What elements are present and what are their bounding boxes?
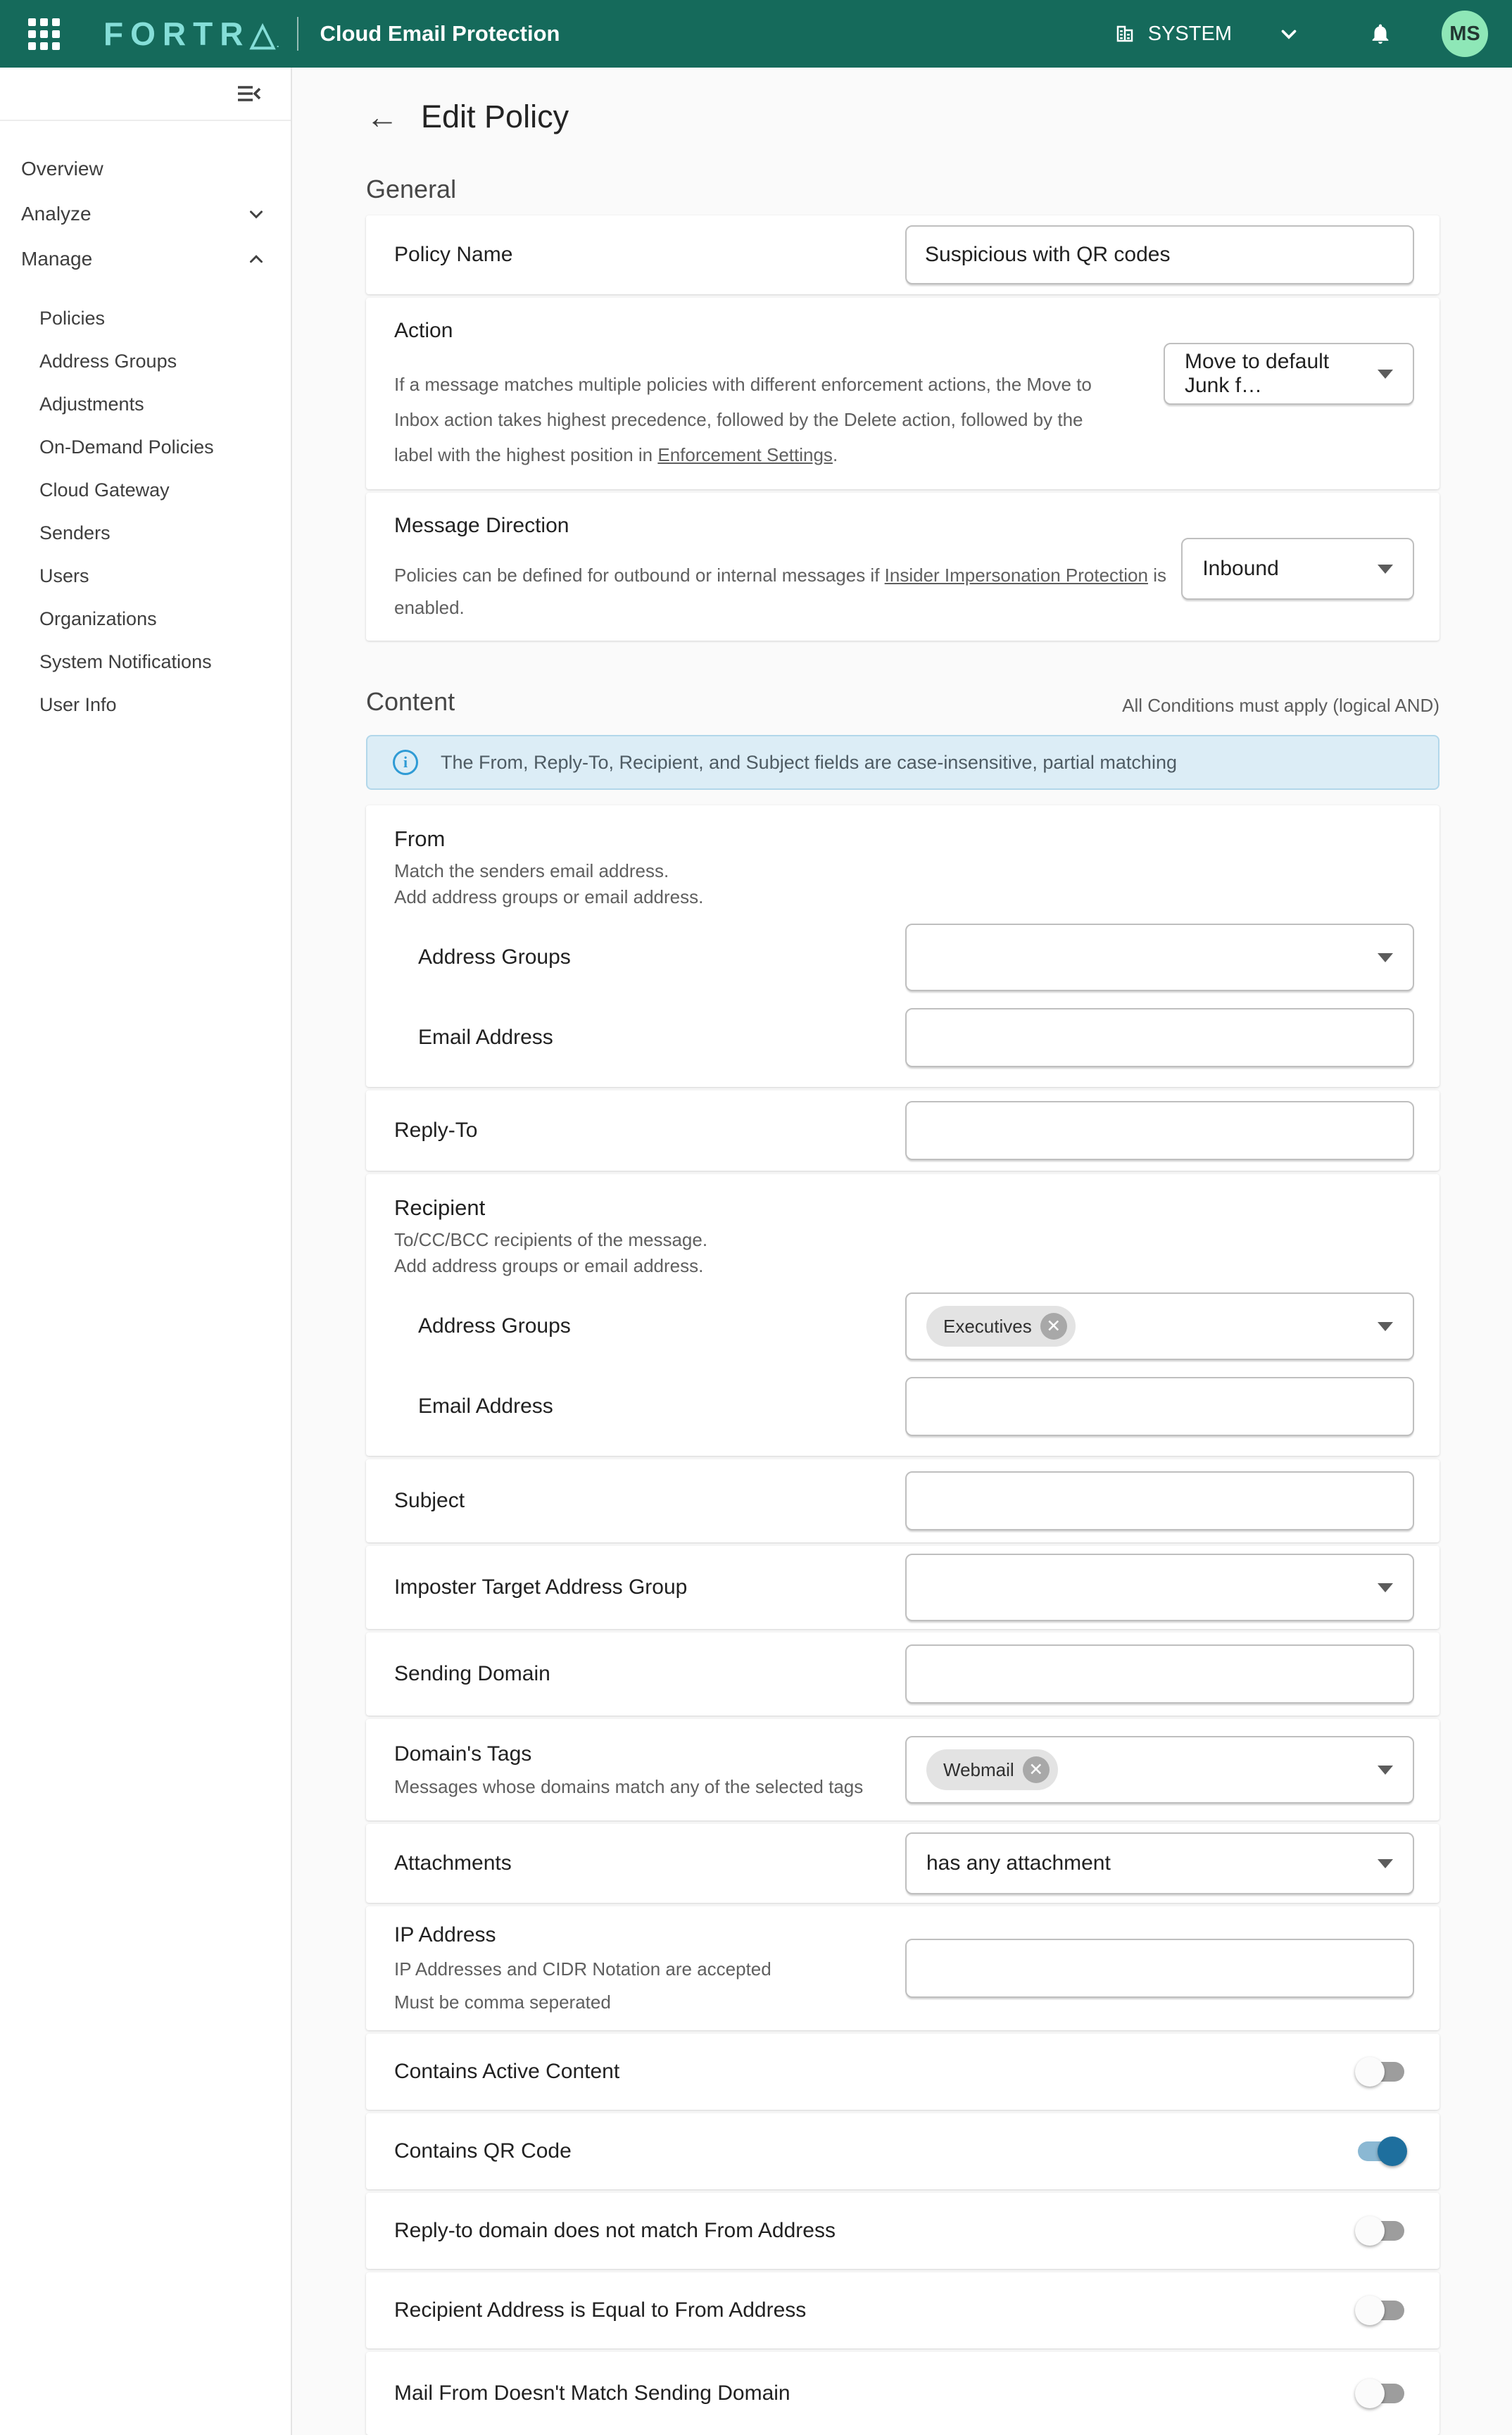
- sending-domain-row: [366, 1632, 1439, 1716]
- recipient-title: Recipient: [394, 1195, 486, 1220]
- sending-domain-input[interactable]: [905, 1644, 1414, 1704]
- product-title: Cloud Email Protection: [320, 21, 560, 46]
- conditions-note: All Conditions must apply (logical AND): [1122, 695, 1439, 716]
- sidebar-item-system-notifications[interactable]: System Notifications: [39, 651, 212, 672]
- chevron-down-icon: [246, 203, 267, 225]
- message-direction-row: [366, 493, 1439, 641]
- recipient-desc-2: Add address groups or email address.: [394, 1255, 704, 1276]
- from-row: [366, 805, 1439, 1087]
- from-email-address-input[interactable]: [905, 1008, 1414, 1067]
- policy-name-input[interactable]: [905, 225, 1414, 284]
- header-divider: [297, 17, 298, 51]
- from-address-groups-label: Address Groups: [418, 945, 571, 969]
- fortra-logo: FORTR △ .: [103, 15, 279, 52]
- org-chevron-down-icon[interactable]: [1277, 22, 1301, 46]
- ip-address-label: IP Address: [394, 1923, 496, 1946]
- recipient-row: [366, 1174, 1439, 1456]
- back-arrow-icon[interactable]: ←: [366, 99, 398, 135]
- from-desc-1: Match the senders email address.: [394, 860, 669, 881]
- imposter-target-select[interactable]: [905, 1554, 1414, 1621]
- dropdown-caret-icon: [1378, 1322, 1393, 1331]
- subject-input[interactable]: [905, 1471, 1414, 1530]
- recipient-desc-1: To/CC/BCC recipients of the message.: [394, 1229, 708, 1250]
- from-address-groups-select[interactable]: [905, 924, 1414, 991]
- action-select-value: Move to default Junk f…: [1185, 350, 1330, 397]
- dropdown-caret-icon: [1378, 1859, 1393, 1868]
- domains-tags-label: Domain's Tags: [394, 1742, 532, 1766]
- contains-qr-code-toggle[interactable]: [1358, 2141, 1404, 2161]
- org-label: SYSTEM: [1147, 22, 1232, 45]
- sidebar-item-on-demand-policies[interactable]: On-Demand Policies: [39, 436, 214, 458]
- replyto-domain-mismatch-row: [366, 2193, 1439, 2269]
- replyto-domain-mismatch-toggle[interactable]: [1358, 2221, 1404, 2241]
- org-selector[interactable]: [1114, 23, 1232, 46]
- recipient-equals-from-label: Recipient Address is Equal to From Address: [394, 2298, 807, 2322]
- sidebar-item-organizations[interactable]: Organizations: [39, 608, 157, 629]
- contains-qr-code-row: [366, 2113, 1439, 2189]
- dropdown-caret-icon: [1378, 370, 1393, 379]
- action-label: Action: [394, 319, 453, 342]
- mailfrom-mismatch-toggle[interactable]: [1358, 2384, 1404, 2403]
- action-select[interactable]: [1164, 343, 1414, 405]
- webmail-chip: Webmail ✕: [926, 1749, 1058, 1790]
- sidebar-item-overview[interactable]: Overview: [21, 158, 103, 180]
- attachments-select[interactable]: [905, 1832, 1414, 1894]
- subject-row: [366, 1459, 1439, 1542]
- recipient-equals-from-row: [366, 2272, 1439, 2348]
- mailfrom-mismatch-label: Mail From Doesn't Match Sending Domain: [394, 2381, 790, 2405]
- sidebar-item-user-info[interactable]: User Info: [39, 694, 117, 715]
- domains-tags-desc: Messages whose domains match any of the selected tags: [394, 1775, 864, 1797]
- chip-remove-icon[interactable]: ✕: [1023, 1756, 1050, 1783]
- message-direction-select[interactable]: [1181, 538, 1414, 600]
- from-email-address-label: Email Address: [418, 1026, 553, 1049]
- chip-remove-icon[interactable]: ✕: [1040, 1313, 1067, 1340]
- policy-name-label: Policy Name: [394, 243, 513, 266]
- main-content: [294, 99, 1512, 2435]
- contains-active-content-toggle[interactable]: [1358, 2062, 1404, 2082]
- domains-tags-row: [366, 1719, 1439, 1820]
- ip-address-desc-1: IP Addresses and CIDR Notation are accepted: [394, 1958, 771, 1980]
- notifications-bell-icon[interactable]: [1368, 22, 1392, 46]
- domains-tags-select[interactable]: [905, 1736, 1414, 1804]
- info-banner: [366, 735, 1439, 790]
- chevron-up-icon: [246, 248, 267, 270]
- organization-icon: [1114, 23, 1135, 44]
- info-banner-text: The From, Reply-To, Recipient, and Subject fields are case-insensitive, partial matching: [441, 751, 1177, 773]
- attachments-label: Attachments: [394, 1851, 512, 1875]
- content-section-heading: Content: [366, 687, 455, 716]
- sidebar-item-analyze[interactable]: Analyze: [0, 191, 291, 237]
- dropdown-caret-icon: [1378, 1766, 1393, 1775]
- executives-chip: Executives ✕: [926, 1306, 1076, 1347]
- dropdown-caret-icon: [1378, 953, 1393, 962]
- insider-impersonation-protection-link[interactable]: Insider Impersonation Protection: [884, 565, 1148, 586]
- ip-address-desc-2: Must be comma seperated: [394, 1992, 611, 2013]
- imposter-target-label: Imposter Target Address Group: [394, 1575, 688, 1599]
- reply-to-input[interactable]: [905, 1101, 1414, 1160]
- recipient-address-groups-label: Address Groups: [418, 1314, 571, 1338]
- policy-name-row: [366, 215, 1439, 294]
- imposter-target-row: [366, 1546, 1439, 1629]
- sidebar-item-users[interactable]: Users: [39, 565, 89, 586]
- replyto-domain-mismatch-label: Reply-to domain does not match From Address: [394, 2219, 836, 2242]
- action-help-text: If a message matches multiple policies with different enforcement actions, the Move to Inbox action takes highest precedence, followed by the Delete action, followed by the label with the highest position in Enforcement Settings.: [394, 374, 1092, 465]
- contains-active-content-label: Contains Active Content: [394, 2060, 620, 2083]
- sidebar-nav: [0, 68, 292, 2435]
- dropdown-caret-icon: [1378, 1583, 1393, 1592]
- contains-qr-code-label: Contains QR Code: [394, 2139, 572, 2163]
- sidebar-item-address-groups[interactable]: Address Groups: [39, 351, 177, 372]
- ip-address-input[interactable]: [905, 1939, 1414, 1998]
- reply-to-row: [366, 1090, 1439, 1171]
- message-direction-label: Message Direction: [394, 514, 569, 537]
- recipient-equals-from-toggle[interactable]: [1358, 2301, 1404, 2320]
- recipient-email-address-label: Email Address: [418, 1395, 553, 1418]
- fortra-logo-text: FORTR: [103, 15, 251, 52]
- sidebar-item-cloud-gateway[interactable]: Cloud Gateway: [39, 479, 170, 501]
- sidebar-item-adjustments[interactable]: Adjustments: [39, 394, 144, 415]
- app-header: [0, 0, 1512, 68]
- apps-grid-icon[interactable]: [28, 18, 60, 50]
- enforcement-settings-link[interactable]: Enforcement Settings: [657, 444, 833, 465]
- attachments-row: [366, 1824, 1439, 1903]
- page-title: Edit Policy: [421, 99, 569, 134]
- mailfrom-mismatch-row: [366, 2352, 1439, 2435]
- sidebar-item-policies[interactable]: Policies: [39, 308, 106, 329]
- general-card: [366, 215, 1439, 641]
- user-avatar[interactable]: MS: [1442, 11, 1488, 57]
- subject-label: Subject: [394, 1489, 465, 1512]
- sending-domain-label: Sending Domain: [394, 1662, 550, 1685]
- dropdown-caret-icon: [1378, 565, 1393, 574]
- sidebar-item-manage[interactable]: Manage: [0, 237, 291, 282]
- from-desc-2: Add address groups or email address.: [394, 886, 704, 907]
- action-row: [366, 298, 1439, 489]
- attachments-select-value: has any attachment: [926, 1851, 1111, 1875]
- fortra-logo-triangle: △: [250, 15, 275, 52]
- general-section-heading: General: [366, 175, 457, 203]
- from-title: From: [394, 826, 446, 851]
- recipient-address-groups-select[interactable]: [905, 1292, 1414, 1360]
- ip-address-row: [366, 1906, 1439, 2030]
- content-card: [366, 805, 1439, 2435]
- message-direction-help-text: Policies can be defined for outbound or internal messages if Insider Impersonation Protection is enabled.: [394, 565, 1166, 618]
- sidebar-item-senders[interactable]: Senders: [39, 522, 111, 543]
- reply-to-label: Reply-To: [394, 1119, 478, 1142]
- message-direction-select-value: Inbound: [1202, 557, 1279, 580]
- contains-active-content-row: [366, 2034, 1439, 2110]
- info-icon: i: [393, 750, 418, 775]
- sidebar-collapse-icon[interactable]: [233, 78, 264, 109]
- recipient-email-address-input[interactable]: [905, 1377, 1414, 1436]
